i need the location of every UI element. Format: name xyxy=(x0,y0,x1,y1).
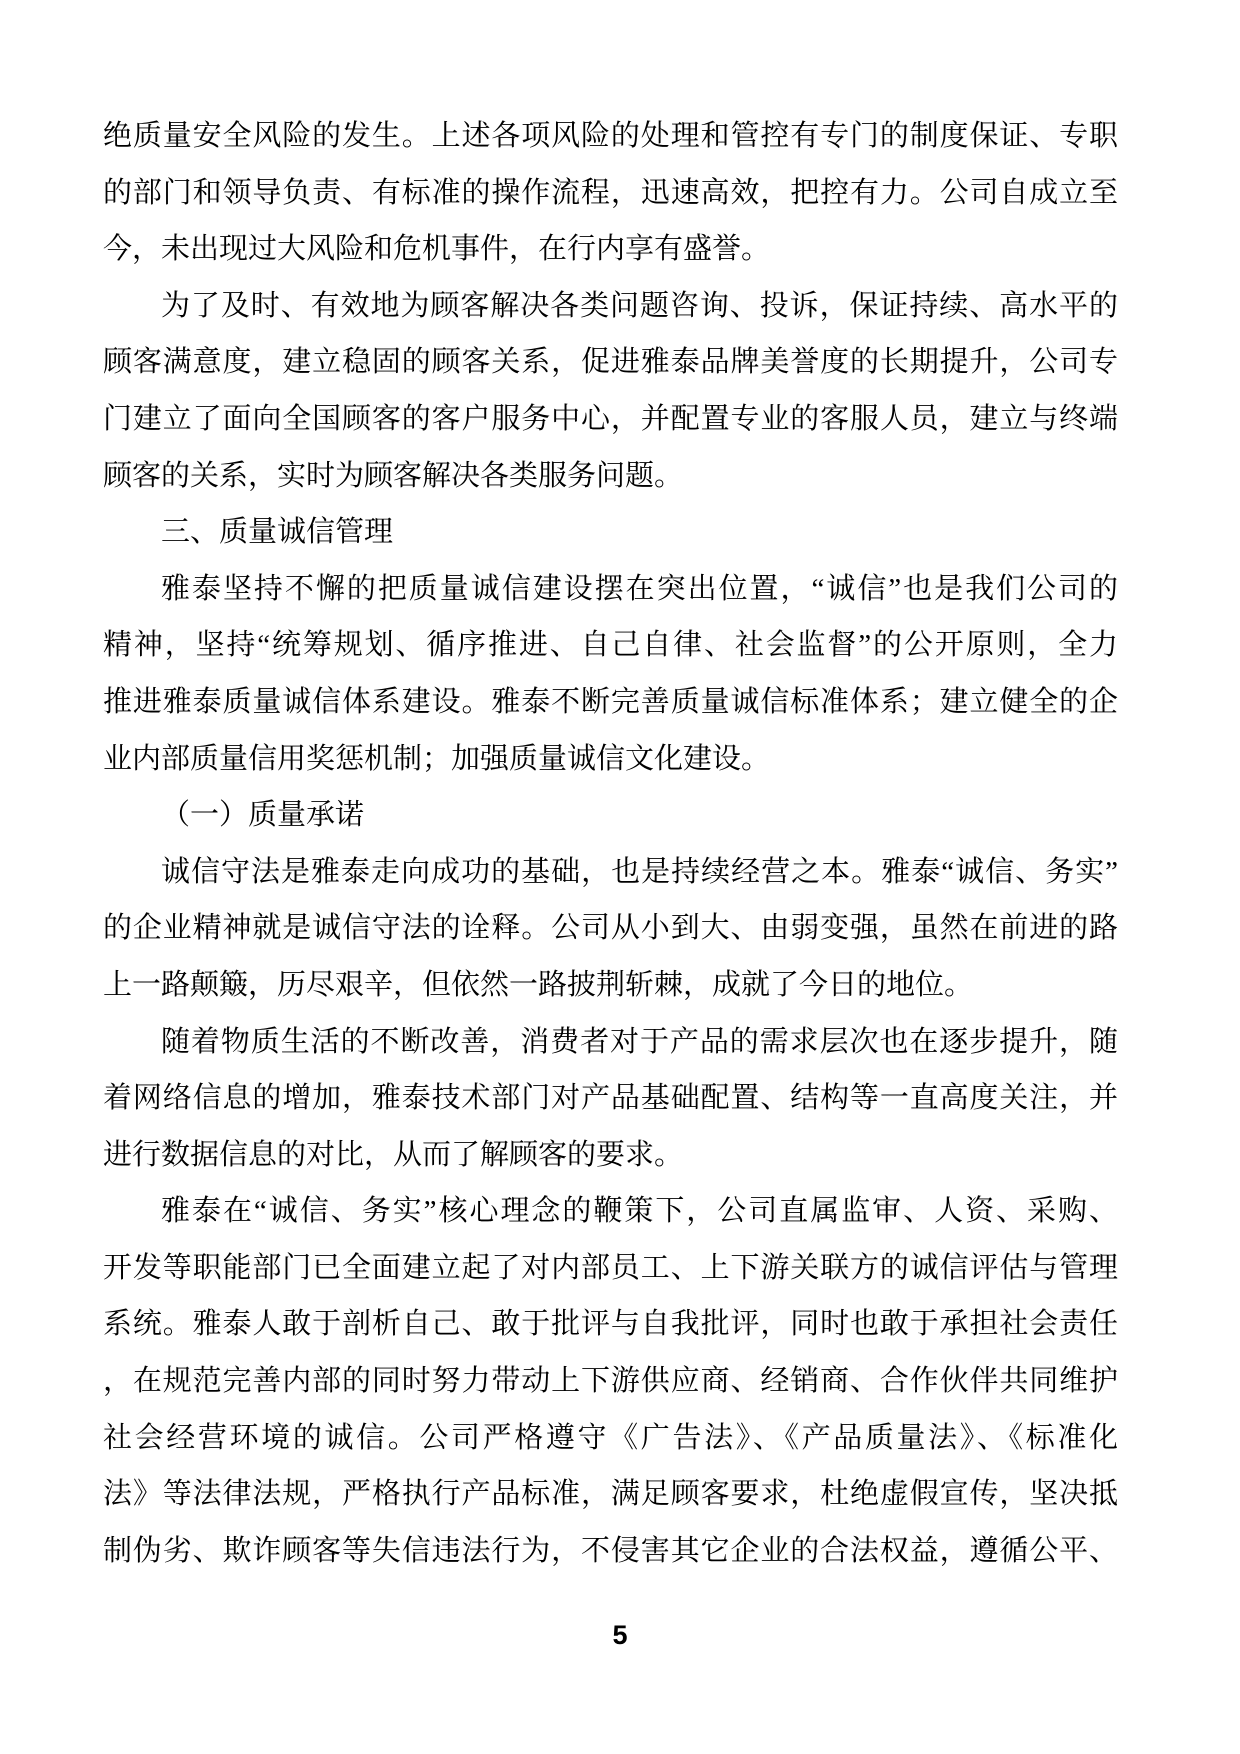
text-line: 着网络信息的增加，雅泰技术部门对产品基础配置、结构等一直高度关注，并 xyxy=(103,1082,1118,1115)
text-line: 开发等职能部门已全面建立起了对内部员工、上下游关联方的诚信评估与管理 xyxy=(103,1251,1118,1284)
text-line: 顾客满意度，建立稳固的顾客关系，促进雅泰品牌美誉度的长期提升，公司专 xyxy=(103,346,1118,379)
text-line: 推进雅泰质量诚信体系建设。雅泰不断完善质量诚信标准体系；建立健全的企 xyxy=(103,685,1118,718)
text-line: 系统。雅泰人敢于剖析自己、敢于批评与自我批评，同时也敢于承担社会责任 xyxy=(103,1308,1118,1341)
text-line: 顾客的关系，实时为顾客解决各类服务问题。 xyxy=(103,459,684,492)
document-body xyxy=(103,108,1118,1579)
text-line: 今，未出现过大风险和危机事件，在行内享有盛誉。 xyxy=(103,233,771,266)
text-line: 随着物质生活的不断改善，消费者对于产品的需求层次也在逐步提升，随 xyxy=(161,1025,1118,1058)
text-line: 的企业精神就是诚信守法的诠释。公司从小到大、由弱变强，虽然在前进的路 xyxy=(103,912,1118,945)
text-line: 的部门和领导负责、有标准的操作流程，迅速高效，把控有力。公司自成立至 xyxy=(103,176,1118,209)
text-line: 社会经营环境的诚信。公司严格遵守《广告法》、《产品质量法》、《标准化 xyxy=(103,1421,1118,1454)
text-line: 上一路颠簸，历尽艰辛，但依然一路披荆斩棘，成就了今日的地位。 xyxy=(103,968,974,1001)
text-line: 制伪劣、欺诈顾客等失信违法行为，不侵害其它企业的合法权益，遵循公平、 xyxy=(103,1534,1118,1567)
text-line: 三、质量诚信管理 xyxy=(161,516,394,549)
text-line: 雅泰坚持不懈的把质量诚信建设摆在突出位置，“诚信”也是我们公司的 xyxy=(161,572,1118,605)
text-line: 绝质量安全风险的发生。上述各项风险的处理和管控有专门的制度保证、专职 xyxy=(103,120,1118,152)
text-line: （一）质量承诺 xyxy=(161,799,365,832)
text-line: 进行数据信息的对比，从而了解顾客的要求。 xyxy=(103,1138,684,1171)
page-number: 5 xyxy=(612,1620,628,1650)
text-line: ，在规范完善内部的同时努力带动上下游供应商、经销商、合作伙伴共同维护 xyxy=(103,1365,1118,1398)
text-line: 精神，坚持“统筹规划、循序推进、自己自律、社会监督”的公开原则，全力 xyxy=(103,629,1118,662)
text-line: 法》等法律法规，严格执行产品标准，满足顾客要求，杜绝虚假宣传，坚决抵 xyxy=(103,1478,1118,1511)
text-line: 诚信守法是雅泰走向成功的基础，也是持续经营之本。雅泰“诚信、务实” xyxy=(161,855,1118,888)
text-line: 雅泰在“诚信、务实”核心理念的鞭策下，公司直属监审、人资、采购、 xyxy=(161,1195,1118,1228)
text-line: 门建立了面向全国顾客的客户服务中心，并配置专业的客服人员，建立与终端 xyxy=(103,402,1118,435)
text-line: 为了及时、有效地为顾客解决各类问题咨询、投诉，保证持续、高水平的 xyxy=(161,289,1118,322)
text-line: 业内部质量信用奖惩机制；加强质量诚信文化建设。 xyxy=(103,742,771,775)
